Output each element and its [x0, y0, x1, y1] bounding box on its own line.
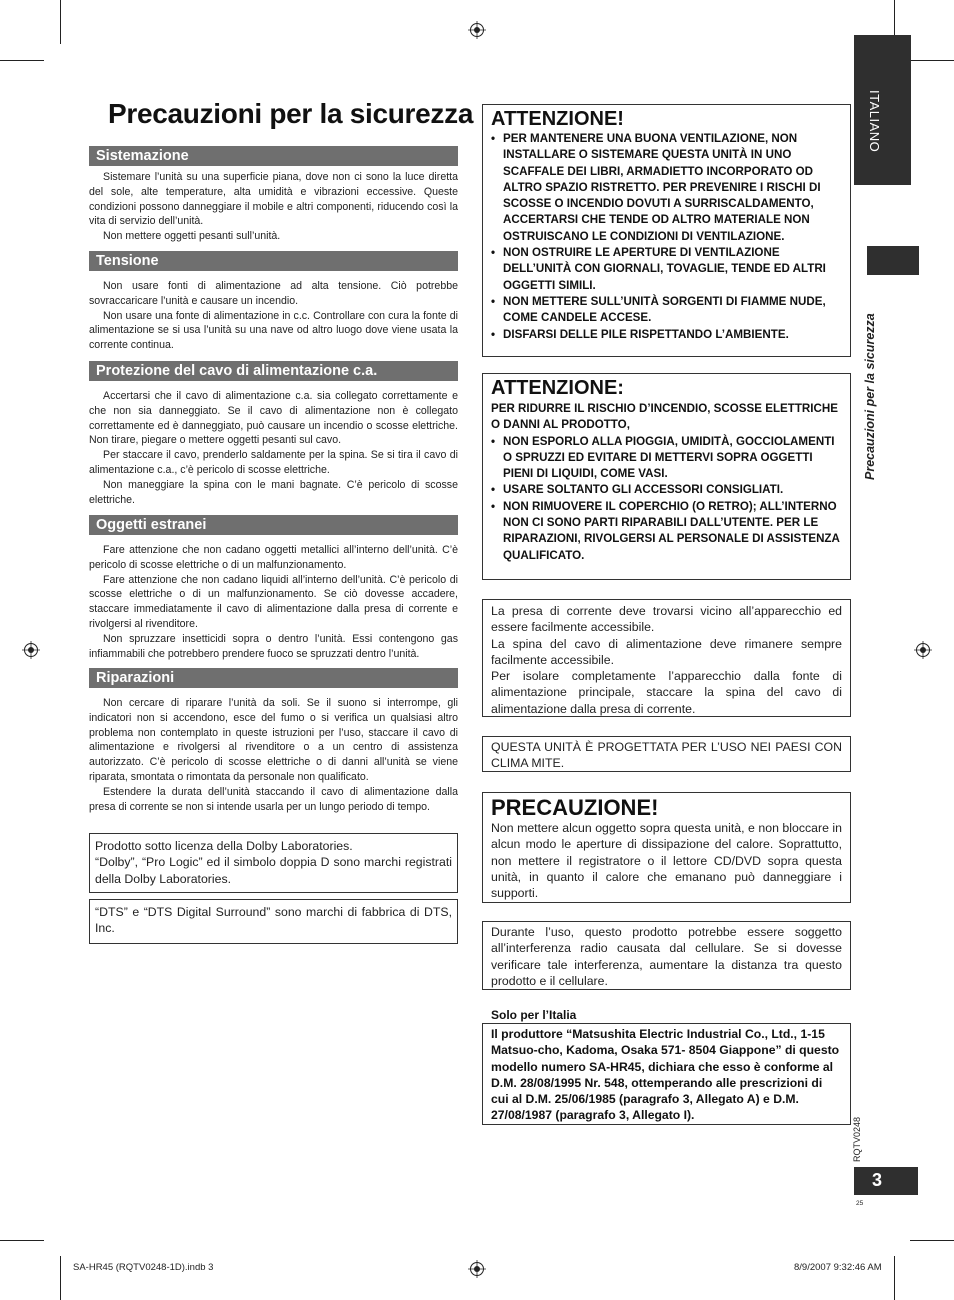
- declaration-text: Il produttore “Matsushita Electric Industrial Co., Ltd., 1-15 Matsuo-cho, Kadoma, Osaka 571- 8504 Giappone” di questo modello numero SA-HR45, dichiara che esso è conforme al D.M. 28/08/1995 Nr. 548, ottemperando alle prescrizioni di cui al D.M. 25/06/1985 (paragrafo 3, Allegato A) e D.M. 27/08/1987 (paragrafo 3, Allegato I).: [491, 1027, 840, 1123]
- paragraph: Non maneggiare la spina con le mani bagnate. C’è pericolo di scosse elettriche.: [89, 478, 458, 506]
- section-text-sistemazione: [89, 170, 458, 244]
- paragraph: Fare attenzione che non cadano oggetti metallici all’interno dell’unità. C’è pericolo di scosse elettriche o di un malfunzionamento.: [89, 544, 458, 571]
- list-item: • NON METTERE SULL’UNITÀ SORGENTI DI FIAMME NUDE, COME CANDELE ACCESE.: [491, 294, 844, 327]
- italia-declaration-box: [482, 1023, 851, 1125]
- list-item: • DISFARSI DELLE PILE RISPETTANDO L’AMBIENTE.: [491, 327, 844, 343]
- section-text-protezione-cavo: [89, 389, 458, 507]
- registration-mark-icon: [22, 641, 40, 659]
- paragraph: QUESTA UNITÀ È PROGETTATA PER L’USO NEI PAESI CON CLIMA MITE.: [491, 740, 842, 771]
- list-item: • NON ESPORLO ALLA PIOGGIA, UMIDITÀ, GOCCIOLAMENTI O SPRUZZI ED EVITARE DI METTERVI SOPRA OGGETTI PIENI DI LIQUIDI, COME VASI.: [491, 434, 844, 483]
- crop-mark: [0, 60, 44, 61]
- cellulare-box: [482, 921, 851, 990]
- page-number: 3: [872, 1170, 883, 1190]
- list-item: • USARE SOLTANTO GLI ACCESSORI CONSIGLIATI.: [491, 482, 844, 498]
- crop-mark: [60, 0, 61, 44]
- paragraph: “Dolby”, “Pro Logic” ed il simbolo doppia D sono marchi registrati della Dolby Laboratories.: [95, 855, 452, 886]
- paragraph: Non mettere oggetti pesanti sull’unità.: [103, 230, 281, 243]
- footer-file-info: SA-HR45 (RQTV0248-1D).indb 3: [73, 1262, 214, 1273]
- section-heading-protezione-cavo: Protezione del cavo di alimentazione c.a.: [89, 361, 458, 381]
- registration-mark-icon: [914, 641, 932, 659]
- paragraph: Fare attenzione che non cadano liquidi all’interno dell’unità. C’è pericolo di scosse elettriche o di un malfunzionamento. Se ciò dovesse accadere, staccare immediatamente il cavo di alimentazione dalla presa di corrente e rivolgersi al rivenditore.: [89, 573, 458, 630]
- paragraph: Non cercare di riparare l’unità da soli. Se il suono si interrompe, gli indicatori non si accendono, esce del fumo o si verifica un qualsiasi altro problema non contemplato in queste istruzioni per l’uso, staccare il cavo di alimentazione e rivolgersi al rivenditore o a un centro di assistenza autorizzato. C’è pericolo di scosse elettriche o di danni all’unità se viene riparata, smontata o rimontata da personale non qualificato.: [89, 697, 458, 783]
- attenzione-box-2: [482, 373, 851, 580]
- section-heading-sistemazione: Sistemazione: [89, 146, 458, 166]
- page-number-badge: [854, 1167, 918, 1195]
- paragraph: Per isolare completamente l’apparecchio dalla fonte di alimentazione principale, staccare la spina del cavo di alimentazione dalla presa di corrente.: [491, 669, 842, 716]
- section-text-oggetti-estranei: [89, 543, 458, 661]
- precauzione-title: PRECAUZIONE!: [491, 795, 659, 820]
- precauzione-text: Non mettere alcun oggetto sopra questa unità, e non bloccare in alcun modo le aperture di dissipazione del calore. Soprattutto, non mettere il registratore o il lettore CD/DVD sopra questa unità, in quanto il calore che emanano può danneggiare i supporti.: [491, 821, 842, 901]
- warning-title: ATTENZIONE!: [491, 108, 624, 130]
- section-heading-oggetti-estranei: Oggetti estranei: [89, 515, 458, 535]
- paragraph: Accertarsi che il cavo di alimentazione c.a. sia collegato correttamente e che non sia danneggiato. Se il cavo di alimentazione non è collegato correttamente ed è danneggiato, può causare un incendio o scosse elettriche. Non tirare, piegare o mettere oggetti pesanti sul cavo.: [89, 390, 458, 447]
- clima-box: [482, 736, 851, 772]
- dolby-trademark-box: [89, 833, 458, 893]
- crop-mark: [0, 1240, 44, 1241]
- paragraph: La presa di corrente deve trovarsi vicino all’apparecchio ed essere facilmente accessibile.: [491, 604, 842, 635]
- section-text-riparazioni: [89, 696, 458, 814]
- presa-corrente-box: [482, 599, 851, 717]
- paragraph: “DTS” e “DTS Digital Surround” sono marchi di fabbrica di DTS, Inc.: [95, 905, 452, 936]
- solo-italia-label: Solo per l’Italia: [491, 1008, 577, 1022]
- crop-mark: [910, 1240, 954, 1241]
- list-item: • NON RIMUOVERE IL COPERCHIO (O RETRO); ALL’INTERNO NON CI SONO PARTI RIPARABILI DALL’UTENTE. PER LE RIPARAZIONI, RIVOLGERSI AL PERSONALE DI ASSISTENZA QUALIFICATO.: [491, 499, 844, 564]
- page-number-small: 25: [856, 1200, 864, 1207]
- warning-intro: PER RIDURRE IL RISCHIO D’INCENDIO, SCOSSE ELETTRICHE O DANNI AL PRODOTTO,: [491, 402, 838, 432]
- precauzione-box: [482, 792, 851, 903]
- paragraph: Non spruzzare insetticidi sopra o dentro l’unità. Essi contengono gas infiammabili che potrebbero prendere fuoco se spruzzati dentro l’unità.: [89, 632, 458, 660]
- paragraph: Non usare fonti di alimentazione ad alta tensione. Ciò potrebbe sovraccaricare l’unità e causare un incendio.: [89, 280, 458, 307]
- paragraph: La spina del cavo di alimentazione deve rimanere sempre facilmente accessibile.: [491, 636, 842, 667]
- footer-timestamp: 8/9/2007 9:32:46 AM: [794, 1262, 882, 1273]
- crop-mark: [60, 1256, 61, 1300]
- warning-title: ATTENZIONE:: [491, 377, 624, 399]
- section-heading-tensione: Tensione: [89, 251, 458, 271]
- document-code: RQTV0248: [852, 1116, 862, 1162]
- paragraph: Non usare una fonte di alimentazione in c.c. Controllare con cura la fonte di alimentazione se si usa l’unità su una nave od altro luogo dove viene usata la corrente continua.: [89, 309, 458, 352]
- paragraph: Estendere la durata dell’unità staccando il cavo di alimentazione dalla presa di corrente se non si intende usarla per un lungo periodo di tempo.: [89, 785, 458, 813]
- attenzione-box-1: [482, 104, 851, 357]
- registration-mark-icon: [468, 1260, 486, 1278]
- language-label: ITALIANO: [867, 90, 882, 153]
- warning-list: [491, 434, 844, 564]
- paragraph: Per staccare il cavo, prenderlo saldamente per la spina. Se si tira il cavo di alimentazione c.a., c’è pericolo di scosse elettriche.: [89, 449, 458, 476]
- paragraph: Prodotto sotto licenza della Dolby Laboratories.: [95, 839, 353, 853]
- paragraph: Sistemare l’unità su una superficie piana, dove non ci sono la luce diretta del sole, alte temperature, alta umidità e vibrazioni eccessive. Queste condizioni possono danneggiare il mobile e altri componenti, riducendo così la vita di servizio dell’unità.: [89, 171, 458, 228]
- warning-list: [491, 131, 844, 343]
- crop-mark: [894, 1256, 895, 1300]
- sidebar-section-title: Precauzioni per la sicurezza: [863, 313, 877, 480]
- crop-mark: [910, 60, 954, 61]
- list-item: • PER MANTENERE UNA BUONA VENTILAZIONE, NON INSTALLARE O SISTEMARE QUESTA UNITÀ IN UNO SCAFFALE DEI LIBRI, ARMADIETTO INCORPORATO OD ALTRO SPAZIO RISTRETTO. PER PREVENIRE I RISCHI DI SCOSSE O INCENDIO DOVUTI A SURRISCALDAMENTO, ACCERTARSI CHE TENDE OD ALTRO MATERIALE NON OSTRUISCANO LE CONDIZIONI DI VENTILAZIONE.: [491, 131, 844, 245]
- page-title: Precauzioni per la sicurezza: [108, 98, 474, 129]
- registration-mark-icon: [468, 21, 486, 39]
- section-text-tensione: [89, 279, 458, 353]
- section-marker: [867, 246, 919, 275]
- section-heading-riparazioni: Riparazioni: [89, 668, 458, 688]
- dts-trademark-box: [89, 899, 458, 944]
- paragraph: Durante l’uso, questo prodotto potrebbe essere soggetto all’interferenza radio causata dal cellulare. Se si dovesse verificare tale interferenza, aumentare la distanza tra questo prodotto e il cellulare.: [491, 925, 842, 988]
- list-item: • NON OSTRUIRE LE APERTURE DI VENTILAZIONE DELL’UNITÀ CON GIORNALI, TOVAGLIE, TENDE ED ALTRI OGGETTI SIMILI.: [491, 245, 844, 294]
